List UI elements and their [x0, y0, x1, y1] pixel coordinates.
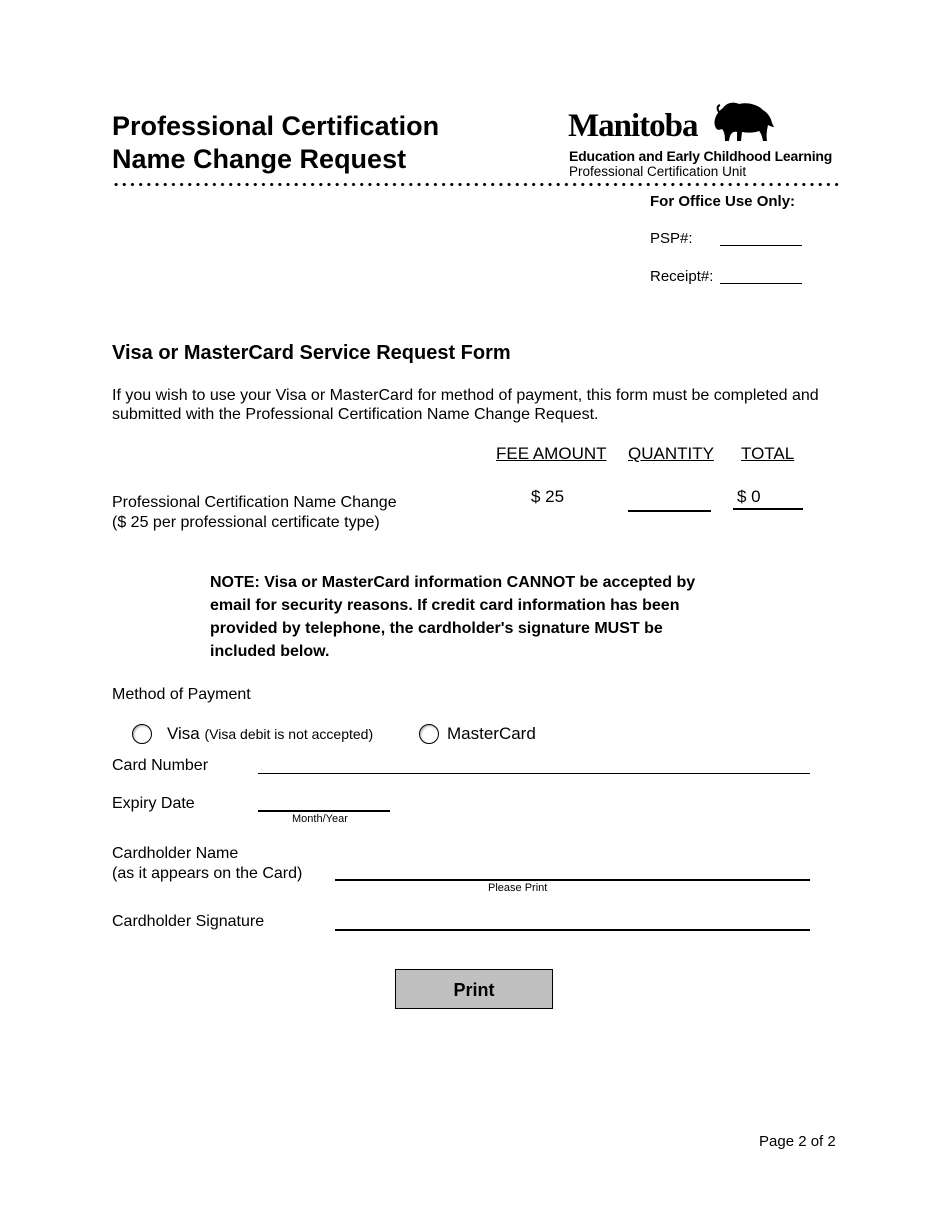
visa-note: (Visa debit is not accepted)	[204, 726, 374, 742]
receipt-label: Receipt#:	[650, 268, 714, 285]
total-header: TOTAL	[741, 444, 795, 463]
cardholder-signature-field[interactable]	[335, 929, 810, 931]
cardholder-signature-label: Cardholder Signature	[112, 913, 265, 930]
mastercard-radio[interactable]	[419, 724, 439, 744]
cardholder-name-label	[112, 844, 302, 884]
form-title: Visa or MasterCard Service Request Form	[112, 342, 511, 364]
fee-description	[112, 493, 397, 533]
psp-label: PSP#:	[650, 230, 693, 247]
card-number-label: Card Number	[112, 757, 209, 774]
dotted-divider	[112, 182, 839, 187]
fee-description-line2: ($ 25 per professional certificate type)	[112, 514, 380, 531]
logo-wordmark: Manitoba	[568, 108, 698, 144]
cardholder-name-label-line1: Cardholder Name	[112, 845, 239, 862]
print-button[interactable]: Print	[395, 969, 553, 1009]
logo-line1: Education and Early Childhood Learning	[569, 148, 833, 164]
quantity-header: QUANTITY	[628, 444, 714, 463]
fee-amount-header: FEE AMOUNT	[496, 444, 607, 463]
visa-radio[interactable]	[132, 724, 152, 744]
cardholder-name-field[interactable]	[335, 879, 810, 881]
form-intro: If you wish to use your Visa or MasterCard for method of payment, this form must be completed and submitted with the Professional Certification Name Change Request.	[112, 387, 819, 423]
visa-option-label	[167, 724, 373, 744]
bison-icon	[711, 100, 776, 144]
expiry-date-field[interactable]	[258, 810, 390, 812]
cardholder-name-hint: Please Print	[488, 882, 548, 894]
page-title-line2: Name Change Request	[112, 144, 407, 174]
logo-line2: Professional Certification Unit	[569, 164, 747, 179]
fee-description-line1: Professional Certification Name Change	[112, 494, 397, 511]
fee-value: $ 25	[531, 487, 565, 506]
quantity-input[interactable]	[628, 487, 711, 512]
method-of-payment-label: Method of Payment	[112, 686, 251, 703]
page-title	[112, 110, 439, 176]
total-value: $ 0	[733, 487, 803, 510]
manitoba-logo	[568, 100, 840, 182]
card-number-field[interactable]	[258, 773, 810, 774]
receipt-field[interactable]	[720, 283, 802, 284]
office-use-title: For Office Use Only:	[650, 193, 796, 210]
expiry-date-label: Expiry Date	[112, 795, 195, 812]
page-title-line1: Professional Certification	[112, 111, 440, 141]
security-note: NOTE: Visa or MasterCard information CANNOT be accepted by email for security reasons. If credit card information has been provided by telephone, the cardholder's signature MUST be included below.	[210, 574, 696, 660]
cardholder-name-label-line2: (as it appears on the Card)	[112, 865, 303, 882]
visa-label: Visa	[167, 724, 200, 743]
page-number: Page 2 of 2	[759, 1133, 836, 1150]
psp-field[interactable]	[720, 245, 802, 246]
expiry-hint: Month/Year	[292, 813, 348, 825]
mastercard-label: MasterCard	[447, 724, 536, 743]
